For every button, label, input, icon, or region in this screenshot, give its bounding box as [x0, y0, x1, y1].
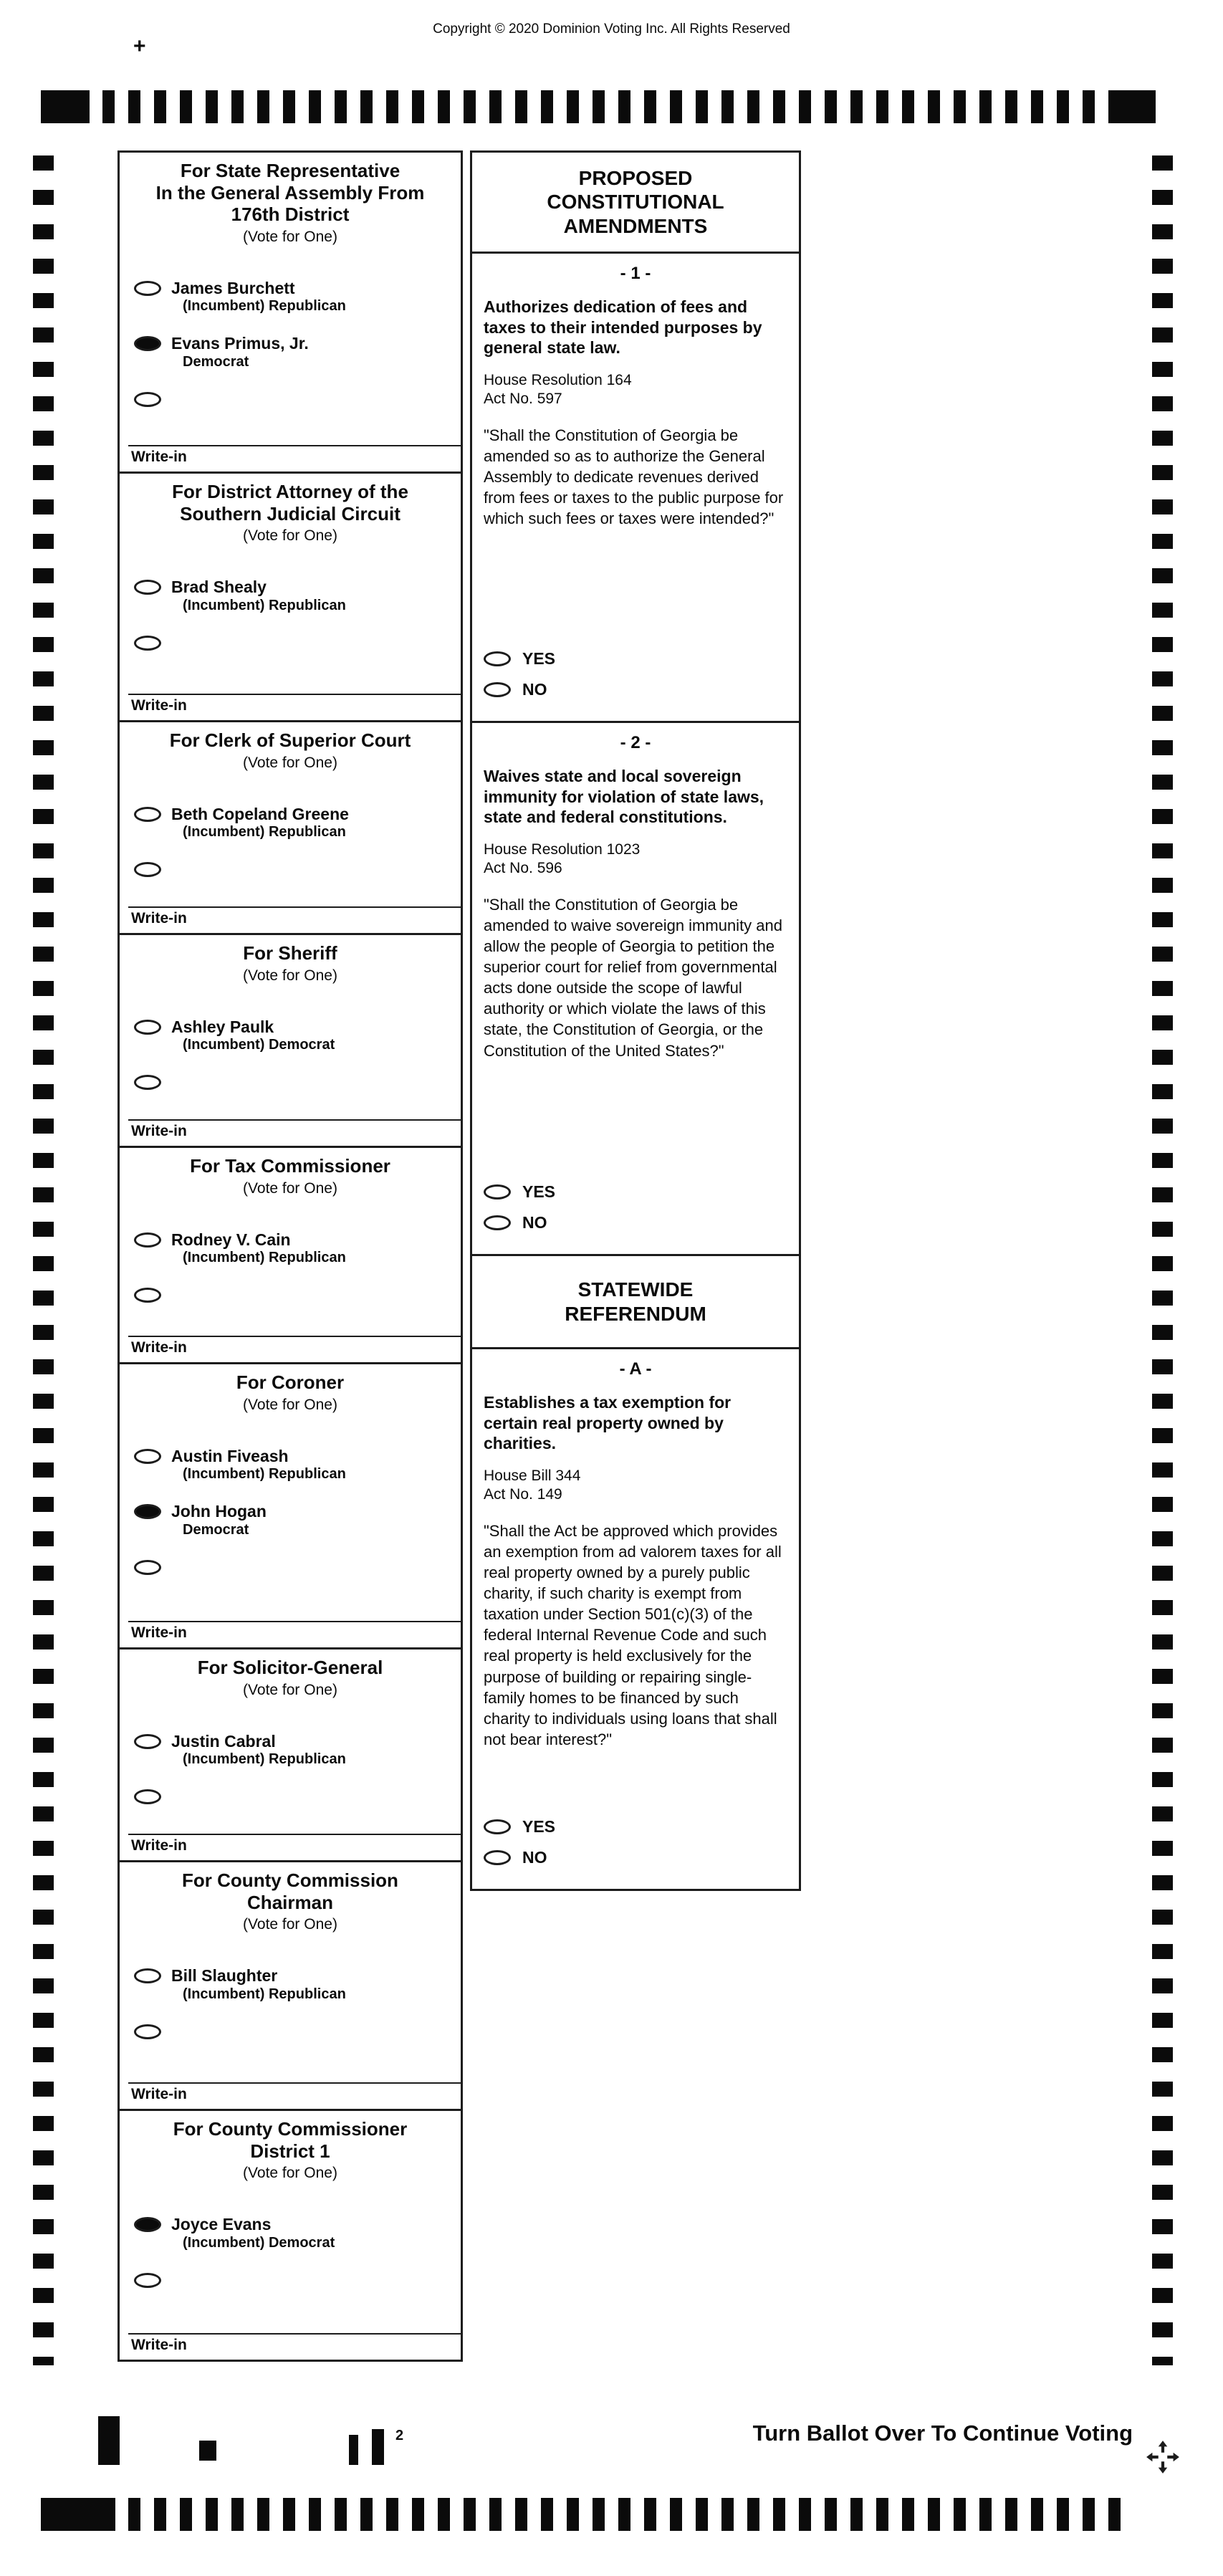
measure-reference-line: House Bill 344 [484, 1467, 581, 1484]
referendum-header-line: STATEWIDE [577, 1278, 694, 1301]
vote-bubble[interactable] [134, 580, 161, 595]
contest-county-commissioner-district-1 [120, 2111, 461, 2360]
contest-title [120, 1657, 461, 1679]
candidate-row [134, 1966, 454, 2003]
option-label: NO [522, 1848, 547, 1867]
vote-bubble[interactable] [484, 1819, 511, 1834]
candidate-party: Democrat [183, 353, 249, 370]
vote-bubble[interactable] [484, 1184, 511, 1200]
turn-ballot-over-instruction: Turn Ballot Over To Continue Voting [752, 2421, 1133, 2446]
contest-title-line: In the General Assembly From [155, 181, 425, 204]
candidate-party: Democrat [183, 1521, 249, 1538]
vote-bubble[interactable] [134, 2217, 161, 2232]
vote-bubble[interactable] [134, 281, 161, 296]
contest-title [120, 1371, 461, 1394]
page-number-mark: 2 [395, 2428, 404, 2443]
referendum-header [470, 1254, 801, 1349]
contest-title [120, 2118, 461, 2162]
contest-title-line: For County Commissioner [173, 2118, 408, 2140]
write-in-label: Write-in [131, 1624, 187, 1641]
measure-question: "Shall the Constitution of Georgia be amended so as to authorize the General Assembly to dedicate revenues derived from fees or taxes to the public purpose for which such fees or taxes were intended?" [484, 426, 784, 528]
contest-coroner [120, 1364, 461, 1649]
amendment-1 [470, 252, 801, 723]
candidate-row [134, 1732, 454, 1768]
write-in-label: Write-in [131, 1837, 187, 1854]
candidate-name: Joyce Evans [171, 2215, 272, 2234]
candidate-row [134, 334, 454, 370]
vote-bubble[interactable] [134, 1232, 161, 1248]
contest-title-line: For State Representative [180, 160, 401, 181]
vote-for-instruction: (Vote for One) [243, 1179, 337, 1197]
measure-reference-line: House Resolution 164 [484, 371, 632, 388]
vote-bubble[interactable] [134, 336, 161, 351]
vote-for-instruction: (Vote for One) [243, 967, 337, 984]
vote-for-instruction: (Vote for One) [243, 527, 337, 545]
option-label: YES [522, 649, 556, 668]
write-in-vote-bubble[interactable] [134, 2024, 161, 2039]
measure-references [484, 841, 787, 879]
timing-bars [102, 90, 1113, 123]
candidate-row [134, 1230, 454, 1267]
candidate-party: (Incumbent) Republican [183, 824, 346, 841]
vote-bubble[interactable] [484, 651, 511, 666]
vote-bubble[interactable] [484, 682, 511, 697]
candidate-name: Austin Fiveash [171, 1446, 289, 1465]
candidate-party: (Incumbent) Democrat [183, 2234, 335, 2251]
contest-title-line: For Tax Commissioner [190, 1155, 390, 1177]
measure-question: "Shall the Act be approved which provides an exemption from ad valorem taxes for all real property owned by a purely public charity, if such charity is exempt from taxation under Section 501(c)(3) of the federal Internal Revenue Code and such real property is held exclusively for the purpose of building or repairing single-family homes to be financed by such charity to individuals using loans that shall not bear interest?" [484, 1522, 782, 1748]
option-label: NO [522, 1213, 547, 1232]
amendments-header [470, 150, 801, 254]
measures-column [470, 150, 801, 1891]
measure-reference-line: Act No. 596 [484, 860, 562, 877]
contest-title [120, 481, 461, 525]
vote-for-instruction: (Vote for One) [243, 1916, 337, 1933]
measure-number: - 1 - [620, 264, 651, 283]
contest-title-line: District 1 [250, 2140, 330, 2162]
contest-title-line: For Sheriff [243, 942, 337, 964]
option-row-yes [484, 1182, 787, 1202]
candidate-row [134, 578, 454, 614]
measure-summary: Authorizes dedication of fees and taxes to their intended purposes by general state law. [484, 297, 762, 358]
vote-for-instruction: (Vote for One) [243, 1396, 337, 1413]
calibration-mark [199, 2441, 216, 2461]
vote-bubble[interactable] [134, 1020, 161, 1035]
option-row-no [484, 680, 787, 699]
measure-summary: Establishes a tax exemption for certain real property owned by charities. [484, 1393, 732, 1453]
vote-for-instruction: (Vote for One) [243, 229, 337, 246]
candidate-row [134, 1447, 454, 1483]
contest-clerk-superior-court [120, 722, 461, 935]
option-row-yes [484, 649, 787, 669]
candidate-name: Brad Shealy [171, 578, 267, 597]
contest-title-line: For County Commission [182, 1869, 398, 1891]
contest-district-attorney [120, 474, 461, 722]
write-in-bubble-row [134, 2271, 454, 2288]
contest-title [120, 1155, 461, 1177]
amendments-header-line: PROPOSED [578, 166, 693, 189]
write-in-vote-bubble[interactable] [134, 1789, 161, 1804]
referendum-header-line: REFERENDUM [565, 1302, 706, 1325]
option-label: YES [522, 1817, 556, 1836]
write-in-vote-bubble[interactable] [134, 1288, 161, 1303]
write-in-bubble-row [134, 633, 454, 651]
write-in-bubble-row [134, 1073, 454, 1090]
candidate-row [134, 279, 454, 315]
registration-plus-mark: + [133, 34, 146, 58]
candidate-row [134, 805, 454, 841]
contest-county-commission-chairman [120, 1862, 461, 2111]
candidate-party: (Incumbent) Democrat [183, 1037, 335, 1053]
measure-number: - 2 - [620, 733, 651, 752]
contest-title-line: For Coroner [236, 1371, 345, 1393]
contest-solicitor-general [120, 1649, 461, 1862]
write-in-bubble-row [134, 1285, 454, 1303]
contest-tax-commissioner [120, 1148, 461, 1364]
measure-reference-line: House Resolution 1023 [484, 841, 641, 858]
contest-title [120, 160, 461, 226]
candidate-party: (Incumbent) Republican [183, 1751, 346, 1768]
write-in-vote-bubble[interactable] [134, 1560, 161, 1575]
write-in-label: Write-in [131, 2337, 187, 2353]
measure-question: "Shall the Constitution of Georgia be amended to waive sovereign immunity and allow the people of Georgia to petition the superior court for relief from governmental acts done outside the scope of lawful authority or which violate the laws of this state, the Constitution of Georgia, or the Constitution of the United States?" [484, 896, 783, 1060]
candidate-party: (Incumbent) Republican [183, 298, 346, 315]
write-in-vote-bubble[interactable] [134, 392, 161, 407]
measure-reference-line: Act No. 597 [484, 391, 562, 408]
write-in-label: Write-in [131, 1123, 187, 1139]
write-in-label: Write-in [131, 449, 187, 465]
option-row-no [484, 1848, 787, 1867]
contest-title [120, 729, 461, 752]
write-in-bubble-row [134, 860, 454, 877]
vote-bubble[interactable] [484, 1215, 511, 1230]
candidate-row [134, 1502, 454, 1538]
write-in-bubble-row [134, 1558, 454, 1575]
copyright-line: Copyright © 2020 Dominion Voting Inc. All Rights Reserved [433, 21, 790, 37]
calibration-mark [372, 2429, 384, 2465]
contest-title-line: For District Attorney of the [172, 481, 408, 502]
fold-registration-icon [1145, 2439, 1181, 2475]
timing-marks-right-edge [1152, 155, 1173, 2365]
write-in-bubble-row [134, 1787, 454, 1804]
vote-bubble[interactable] [134, 1968, 161, 1983]
write-in-vote-bubble[interactable] [134, 636, 161, 651]
vote-bubble[interactable] [134, 1734, 161, 1749]
candidate-name: Bill Slaughter [171, 1966, 278, 1986]
vote-for-instruction: (Vote for One) [243, 1681, 337, 1698]
contest-title [120, 1869, 461, 1913]
timing-marks-top [41, 90, 1156, 123]
measure-reference-line: Act No. 149 [484, 1486, 562, 1503]
candidate-row [134, 1018, 454, 1054]
contest-state-representative-176 [120, 153, 461, 474]
contest-title-line: For Clerk of Superior Court [169, 729, 411, 751]
vote-bubble[interactable] [134, 1449, 161, 1464]
contest-title-line: Southern Judicial Circuit [180, 502, 401, 525]
vote-bubble[interactable] [134, 807, 161, 822]
vote-bubble[interactable] [134, 1504, 161, 1519]
write-in-vote-bubble[interactable] [134, 862, 161, 877]
write-in-label: Write-in [131, 697, 187, 714]
write-in-bubble-row [134, 390, 454, 407]
referendum-a [470, 1347, 801, 1891]
vote-for-instruction: (Vote for One) [243, 2165, 337, 2182]
candidate-name: Ashley Paulk [171, 1017, 274, 1036]
measure-number: - A - [619, 1359, 652, 1379]
option-label: YES [522, 1182, 556, 1201]
option-row-no [484, 1213, 787, 1232]
calibration-mark [98, 2416, 120, 2465]
candidate-name: James Burchett [171, 279, 295, 298]
write-in-label: Write-in [131, 1339, 187, 1356]
candidate-party: (Incumbent) Republican [183, 1250, 346, 1266]
candidate-name: Rodney V. Cain [171, 1230, 291, 1249]
timing-block-left [41, 2498, 115, 2531]
write-in-bubble-row [134, 2022, 454, 2039]
vote-bubble[interactable] [484, 1850, 511, 1865]
candidate-party: (Incumbent) Republican [183, 597, 346, 613]
contest-title [120, 942, 461, 964]
timing-block-left [41, 90, 90, 123]
write-in-label: Write-in [131, 910, 187, 927]
calibration-mark [349, 2435, 358, 2465]
candidate-row [134, 2215, 454, 2251]
contest-sheriff [120, 935, 461, 1148]
candidate-name: Justin Cabral [171, 1731, 276, 1751]
measure-references [484, 1467, 787, 1505]
measure-references [484, 371, 787, 410]
candidate-name: John Hogan [171, 1502, 267, 1521]
vote-for-instruction: (Vote for One) [243, 754, 337, 771]
timing-block-right [1113, 90, 1156, 123]
write-in-label: Write-in [131, 2086, 187, 2102]
amendments-header-line: AMENDMENTS [563, 214, 708, 237]
option-label: NO [522, 680, 547, 699]
contest-title-line: For Solicitor-General [197, 1657, 383, 1678]
candidate-party: (Incumbent) Republican [183, 1466, 346, 1483]
timing-marks-bottom [41, 2498, 1130, 2531]
option-row-yes [484, 1817, 787, 1837]
contests-column [117, 150, 463, 2362]
measure-summary: Waives state and local sovereign immunity for violation of state laws, state and federal constitutions. [484, 767, 764, 827]
amendment-2 [470, 721, 801, 1256]
write-in-vote-bubble[interactable] [134, 2273, 161, 2288]
contest-title-line: Chairman [247, 1891, 333, 1913]
candidate-party: (Incumbent) Republican [183, 1986, 346, 2002]
timing-marks-left-edge [33, 155, 54, 2365]
candidate-name: Beth Copeland Greene [171, 804, 349, 823]
write-in-vote-bubble[interactable] [134, 1075, 161, 1090]
amendments-header-line: CONSTITUTIONAL [547, 191, 724, 214]
timing-bars [128, 2498, 1130, 2531]
contest-title-line: 176th District [231, 204, 350, 226]
candidate-name: Evans Primus, Jr. [171, 334, 309, 353]
